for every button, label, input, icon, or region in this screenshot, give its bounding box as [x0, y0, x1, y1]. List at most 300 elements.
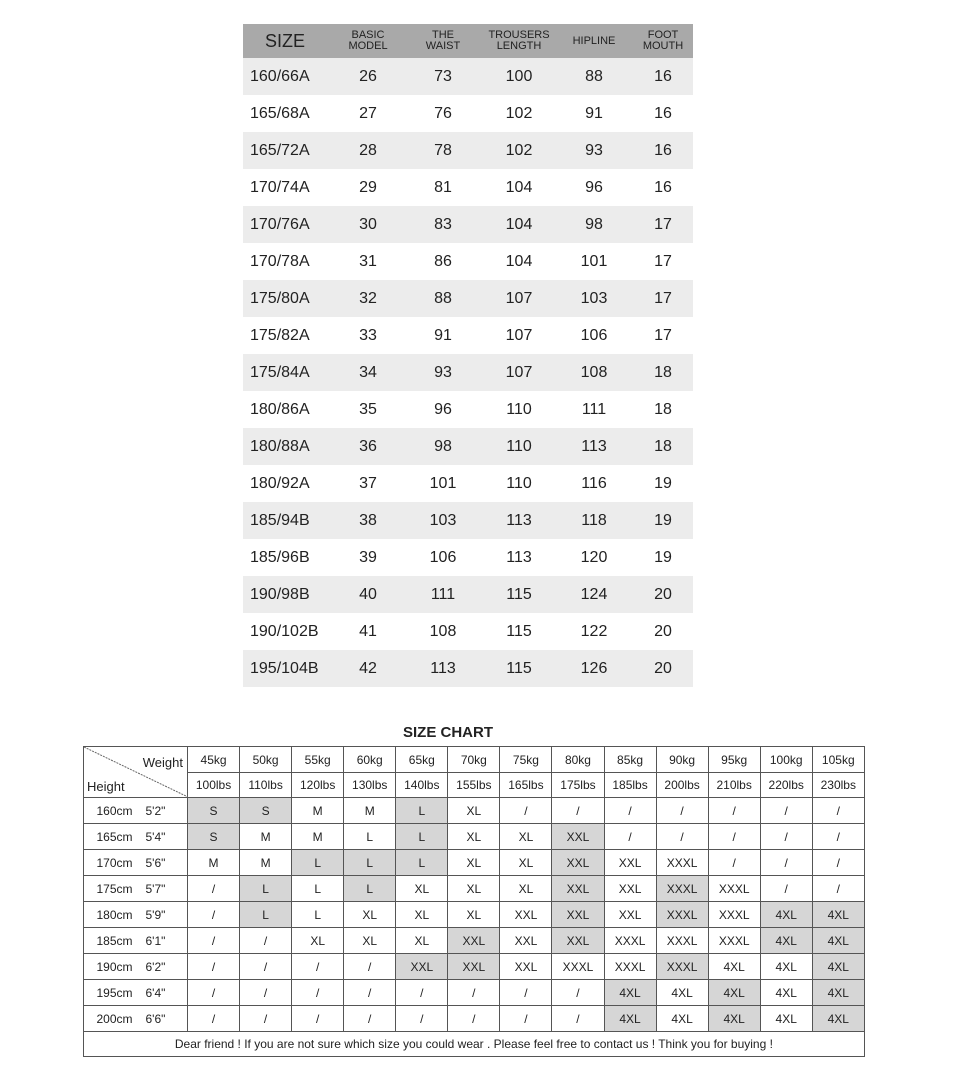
size-chart-cell: / [708, 798, 760, 824]
size-table-cell: 103 [555, 280, 633, 317]
size-table-row [243, 206, 693, 243]
size-table-cell: 16 [633, 58, 693, 95]
size-chart-title: SIZE CHART [403, 724, 493, 741]
size-chart-cell: / [604, 824, 656, 850]
size-table-cell: 175/84A [243, 354, 333, 391]
weight-lbs-cell: 120lbs [292, 773, 344, 798]
size-table-cell: 111 [555, 391, 633, 428]
size-table-cell: 42 [333, 650, 403, 687]
height-cm-cell: 180cm [84, 902, 136, 928]
weight-lbs-cell: 210lbs [708, 773, 760, 798]
size-table-cell: 108 [555, 354, 633, 391]
size-table-cell: 41 [333, 613, 403, 650]
size-table-cell: 100 [483, 58, 555, 95]
size-table-cell: 73 [403, 58, 483, 95]
size-table-cell: 18 [633, 428, 693, 465]
size-table-header [243, 24, 693, 58]
size-table-cell: 96 [403, 391, 483, 428]
size-chart-cell: / [292, 954, 344, 980]
size-chart-cell: XXXL [552, 954, 604, 980]
size-table-cell: 180/88A [243, 428, 333, 465]
size-table-cell: 190/102B [243, 613, 333, 650]
size-table-cell: 107 [483, 354, 555, 391]
weight-lbs-cell: 220lbs [760, 773, 812, 798]
size-chart-row [84, 850, 865, 876]
size-chart-row [84, 980, 865, 1006]
height-ft-cell: 6'2" [136, 954, 188, 980]
size-chart-row [84, 798, 865, 824]
size-chart-cell: / [656, 798, 708, 824]
size-chart-cell: / [344, 980, 396, 1006]
size-chart-row [84, 902, 865, 928]
size-table-cell: 88 [555, 58, 633, 95]
size-chart-cell: / [552, 1006, 604, 1032]
size-table-cell: 113 [483, 502, 555, 539]
weight-kg-cell: 65kg [396, 747, 448, 773]
size-chart-cell: / [812, 876, 864, 902]
size-chart-cell: XXL [552, 902, 604, 928]
size-table-cell: 165/72A [243, 132, 333, 169]
size-table-row [243, 613, 693, 650]
size-table-cell: 19 [633, 502, 693, 539]
size-table-cell: 31 [333, 243, 403, 280]
size-chart-cell: 4XL [656, 980, 708, 1006]
size-table-cell: 111 [403, 576, 483, 613]
size-table-cell: 98 [403, 428, 483, 465]
size-table-row [243, 280, 693, 317]
size-chart-cell: L [396, 850, 448, 876]
size-chart-cell: XL [500, 824, 552, 850]
size-chart-cell: / [292, 980, 344, 1006]
size-chart-cell: / [500, 980, 552, 1006]
size-table-cell: 86 [403, 243, 483, 280]
size-chart-cell: M [188, 850, 240, 876]
size-table-cell: 16 [633, 132, 693, 169]
size-chart-cell: XXL [604, 876, 656, 902]
weight-lbs-cell: 140lbs [396, 773, 448, 798]
size-chart-cell: L [292, 876, 344, 902]
size-table-cell: 106 [555, 317, 633, 354]
size-chart-cell: XXL [552, 876, 604, 902]
weight-lbs-cell: 100lbs [188, 773, 240, 798]
weight-lbs-cell: 130lbs [344, 773, 396, 798]
size-table-cell: 180/92A [243, 465, 333, 502]
size-table-cell: 115 [483, 576, 555, 613]
size-chart-cell: 4XL [812, 1006, 864, 1032]
size-table-cell: 102 [483, 132, 555, 169]
size-table-cell: 116 [555, 465, 633, 502]
weight-kg-cell: 90kg [656, 747, 708, 773]
size-chart-cell: / [188, 928, 240, 954]
size-chart-cell: XL [448, 824, 500, 850]
size-table-header-cell: TROUSERS LENGTH [483, 24, 555, 58]
size-table-cell: 170/74A [243, 169, 333, 206]
size-chart-cell: / [188, 980, 240, 1006]
size-table-cell: 113 [403, 650, 483, 687]
size-chart-cell: / [604, 798, 656, 824]
size-chart-cell: XXL [396, 954, 448, 980]
size-chart-cell: XXXL [656, 954, 708, 980]
size-chart-cell: XXXL [604, 954, 656, 980]
size-table-cell: 96 [555, 169, 633, 206]
size-chart-cell: 4XL [812, 980, 864, 1006]
size-chart-cell: / [344, 954, 396, 980]
size-table-cell: 29 [333, 169, 403, 206]
size-chart-cell: 4XL [708, 1006, 760, 1032]
size-table-cell: 115 [483, 650, 555, 687]
size-table-cell: 27 [333, 95, 403, 132]
size-chart-cell: XL [500, 876, 552, 902]
size-table-cell: 28 [333, 132, 403, 169]
size-chart-cell: 4XL [604, 980, 656, 1006]
size-table-cell: 33 [333, 317, 403, 354]
size-table-cell: 26 [333, 58, 403, 95]
size-chart-cell: XXXL [656, 876, 708, 902]
size-table-cell: 102 [483, 95, 555, 132]
size-chart-cell: 4XL [760, 980, 812, 1006]
weight-kg-cell: 55kg [292, 747, 344, 773]
weight-kg-cell: 105kg [812, 747, 864, 773]
weight-kg-cell: 60kg [344, 747, 396, 773]
size-table-cell: 93 [555, 132, 633, 169]
size-chart-cell: / [396, 980, 448, 1006]
weight-kg-cell: 50kg [240, 747, 292, 773]
height-ft-cell: 5'9" [136, 902, 188, 928]
size-chart-body [84, 747, 865, 1057]
size-table-row [243, 95, 693, 132]
weight-kg-cell: 85kg [604, 747, 656, 773]
height-cm-cell: 200cm [84, 1006, 136, 1032]
weight-kg-cell: 95kg [708, 747, 760, 773]
size-chart-cell: XL [396, 928, 448, 954]
size-chart-cell: XXXL [656, 928, 708, 954]
size-table-cell: 165/68A [243, 95, 333, 132]
size-table-row [243, 465, 693, 502]
size-chart-cell: S [188, 798, 240, 824]
size-table-row [243, 539, 693, 576]
size-chart-cell: / [448, 1006, 500, 1032]
size-chart-cell: M [240, 824, 292, 850]
size-chart-cell: 4XL [812, 954, 864, 980]
size-chart-cell: 4XL [760, 954, 812, 980]
size-chart-cell: XL [500, 850, 552, 876]
size-table-cell: 30 [333, 206, 403, 243]
size-chart-cell: S [188, 824, 240, 850]
size-chart-cell: / [448, 980, 500, 1006]
size-table-cell: 101 [555, 243, 633, 280]
size-table-cell: 110 [483, 465, 555, 502]
size-table-cell: 108 [403, 613, 483, 650]
height-cm-cell: 185cm [84, 928, 136, 954]
size-table-cell: 126 [555, 650, 633, 687]
height-cm-cell: 175cm [84, 876, 136, 902]
size-chart-cell: L [292, 902, 344, 928]
size-chart-cell: / [656, 824, 708, 850]
size-chart-cell: / [240, 928, 292, 954]
size-chart-cell: XL [448, 798, 500, 824]
weight-lbs-cell: 230lbs [812, 773, 864, 798]
size-table-cell: 93 [403, 354, 483, 391]
size-chart-cell: L [292, 850, 344, 876]
size-chart-cell: XL [396, 902, 448, 928]
weight-kg-cell: 70kg [448, 747, 500, 773]
size-table-cell: 175/82A [243, 317, 333, 354]
size-table-cell: 32 [333, 280, 403, 317]
weight-kg-cell: 100kg [760, 747, 812, 773]
size-table-row [243, 243, 693, 280]
size-table-row [243, 354, 693, 391]
size-chart-cell: 4XL [760, 1006, 812, 1032]
size-table-cell: 160/66A [243, 58, 333, 95]
size-table-cell: 170/78A [243, 243, 333, 280]
size-table-header-cell: HIPLINE [555, 24, 633, 58]
size-table-row [243, 391, 693, 428]
height-ft-cell: 5'2" [136, 798, 188, 824]
size-chart-cell: / [760, 876, 812, 902]
size-chart-cell: XXL [500, 928, 552, 954]
chart-corner-cell [84, 747, 188, 798]
size-table-cell: 78 [403, 132, 483, 169]
weight-lbs-cell: 175lbs [552, 773, 604, 798]
height-cm-cell: 195cm [84, 980, 136, 1006]
size-table-row [243, 502, 693, 539]
size-table-cell: 16 [633, 95, 693, 132]
size-chart-cell: / [760, 824, 812, 850]
size-table-cell: 195/104B [243, 650, 333, 687]
size-table-row [243, 317, 693, 354]
size-chart-cell: / [760, 850, 812, 876]
size-table-cell: 104 [483, 206, 555, 243]
size-table-cell: 20 [633, 613, 693, 650]
size-table-cell: 17 [633, 206, 693, 243]
size-chart-cell: XXL [552, 824, 604, 850]
size-chart-cell: / [708, 850, 760, 876]
size-chart-cell: XXXL [656, 902, 708, 928]
size-table-header-cell: SIZE [243, 24, 333, 58]
size-chart-cell: XXL [552, 928, 604, 954]
size-table-cell: 103 [403, 502, 483, 539]
size-chart-cell: XXXL [708, 902, 760, 928]
height-cm-cell: 160cm [84, 798, 136, 824]
size-chart-cell: XXL [500, 954, 552, 980]
size-table-cell: 19 [633, 465, 693, 502]
weight-lbs-cell: 155lbs [448, 773, 500, 798]
size-table-cell: 170/76A [243, 206, 333, 243]
size-table-row [243, 428, 693, 465]
size-chart-cell: XXXL [708, 928, 760, 954]
size-table-cell: 20 [633, 650, 693, 687]
size-table-cell: 17 [633, 243, 693, 280]
size-table-cell: 190/98B [243, 576, 333, 613]
size-chart-cell: XXL [448, 928, 500, 954]
size-chart-cell: / [500, 798, 552, 824]
size-chart-cell: / [812, 850, 864, 876]
size-table-cell: 18 [633, 391, 693, 428]
size-chart-cell: XL [448, 876, 500, 902]
weight-kg-row [84, 747, 865, 773]
size-table-cell: 110 [483, 428, 555, 465]
height-ft-cell: 5'7" [136, 876, 188, 902]
weight-lbs-cell: 165lbs [500, 773, 552, 798]
size-table-cell: 107 [483, 280, 555, 317]
size-table-cell: 16 [633, 169, 693, 206]
size-chart-cell: L [240, 876, 292, 902]
size-table-cell: 83 [403, 206, 483, 243]
size-chart-footer-row [84, 1032, 865, 1057]
size-table-row [243, 169, 693, 206]
size-table-cell: 88 [403, 280, 483, 317]
size-chart-cell: / [188, 1006, 240, 1032]
size-table-cell: 20 [633, 576, 693, 613]
size-chart-cell: 4XL [604, 1006, 656, 1032]
size-chart-cell: L [396, 824, 448, 850]
size-chart-cell: XXXL [604, 928, 656, 954]
size-chart-cell: / [344, 1006, 396, 1032]
size-table-cell: 106 [403, 539, 483, 576]
size-chart-cell: / [188, 902, 240, 928]
size-table-cell: 180/86A [243, 391, 333, 428]
size-table-cell: 104 [483, 243, 555, 280]
size-table-row [243, 576, 693, 613]
size-chart-cell: XXL [604, 902, 656, 928]
size-chart-cell: XL [292, 928, 344, 954]
weight-lbs-cell: 200lbs [656, 773, 708, 798]
size-table-cell: 34 [333, 354, 403, 391]
size-chart-cell: XXXL [708, 876, 760, 902]
size-chart-cell: 4XL [708, 954, 760, 980]
size-chart-cell: L [396, 798, 448, 824]
size-chart-table [83, 746, 865, 1057]
size-chart-cell: M [292, 798, 344, 824]
size-chart-cell: L [240, 902, 292, 928]
size-chart-row [84, 928, 865, 954]
size-table-cell: 185/96B [243, 539, 333, 576]
size-chart-cell: S [240, 798, 292, 824]
size-table-cell: 107 [483, 317, 555, 354]
size-table-cell: 113 [483, 539, 555, 576]
height-ft-cell: 6'1" [136, 928, 188, 954]
size-table-cell: 91 [555, 95, 633, 132]
trousers-size-table [243, 24, 693, 687]
size-chart-cell: XXL [500, 902, 552, 928]
size-chart-row [84, 1006, 865, 1032]
size-chart-cell: 4XL [708, 980, 760, 1006]
size-table-cell: 98 [555, 206, 633, 243]
size-chart-cell: / [708, 824, 760, 850]
size-chart-footer-note: Dear friend ! If you are not sure which size you could wear . Please feel free to contact us ! Think you for buying ! [84, 1032, 865, 1057]
size-table-cell: 36 [333, 428, 403, 465]
weight-lbs-cell: 110lbs [240, 773, 292, 798]
height-cm-cell: 170cm [84, 850, 136, 876]
size-chart-cell: / [812, 824, 864, 850]
size-chart-cell: XL [448, 902, 500, 928]
size-chart-cell: XXL [448, 954, 500, 980]
size-table-cell: 40 [333, 576, 403, 613]
size-chart-cell: M [240, 850, 292, 876]
size-table-cell: 37 [333, 465, 403, 502]
size-chart-cell: 4XL [812, 928, 864, 954]
size-chart-cell: / [240, 954, 292, 980]
size-table-cell: 175/80A [243, 280, 333, 317]
size-chart-cell: / [500, 1006, 552, 1032]
weight-kg-cell: 45kg [188, 747, 240, 773]
size-table-cell: 118 [555, 502, 633, 539]
size-table-cell: 122 [555, 613, 633, 650]
size-chart-cell: / [292, 1006, 344, 1032]
size-table-cell: 185/94B [243, 502, 333, 539]
weight-kg-cell: 80kg [552, 747, 604, 773]
size-table-cell: 120 [555, 539, 633, 576]
size-chart-cell: L [344, 850, 396, 876]
size-chart-row [84, 824, 865, 850]
size-chart-cell: / [760, 798, 812, 824]
size-chart-cell: XL [396, 876, 448, 902]
height-ft-cell: 5'4" [136, 824, 188, 850]
weight-lbs-cell: 185lbs [604, 773, 656, 798]
size-table-header-cell: THE WAIST [403, 24, 483, 58]
size-chart-cell: 4XL [760, 928, 812, 954]
size-table-cell: 18 [633, 354, 693, 391]
size-chart-cell: 4XL [812, 902, 864, 928]
size-table-cell: 91 [403, 317, 483, 354]
size-table-cell: 17 [633, 317, 693, 354]
size-chart-cell: XXL [552, 850, 604, 876]
size-table-header-cell: BASIC MODEL [333, 24, 403, 58]
size-chart-cell: XXXL [656, 850, 708, 876]
size-table-cell: 76 [403, 95, 483, 132]
size-chart-cell: / [188, 954, 240, 980]
size-table-cell: 38 [333, 502, 403, 539]
size-table-header-cell: FOOT MOUTH [633, 24, 693, 58]
height-ft-cell: 6'6" [136, 1006, 188, 1032]
size-chart-cell: L [344, 824, 396, 850]
size-table-cell: 35 [333, 391, 403, 428]
size-chart-cell: M [344, 798, 396, 824]
size-chart-cell: XL [448, 850, 500, 876]
size-chart-row [84, 876, 865, 902]
size-chart-cell: 4XL [656, 1006, 708, 1032]
size-chart-cell: L [344, 876, 396, 902]
size-table-row [243, 650, 693, 687]
size-chart-cell: / [396, 1006, 448, 1032]
size-table-cell: 110 [483, 391, 555, 428]
size-chart-cell: / [188, 876, 240, 902]
size-table-row [243, 132, 693, 169]
size-table-cell: 19 [633, 539, 693, 576]
size-chart-cell: XXL [604, 850, 656, 876]
size-chart-cell: XL [344, 928, 396, 954]
size-chart-cell: / [552, 980, 604, 1006]
size-table-cell: 17 [633, 280, 693, 317]
size-table-cell: 104 [483, 169, 555, 206]
height-ft-cell: 6'4" [136, 980, 188, 1006]
size-chart-cell: / [240, 1006, 292, 1032]
size-table-cell: 124 [555, 576, 633, 613]
size-table-body [243, 58, 693, 687]
size-table-cell: 81 [403, 169, 483, 206]
size-chart-cell: / [812, 798, 864, 824]
size-table-cell: 101 [403, 465, 483, 502]
height-cm-cell: 190cm [84, 954, 136, 980]
size-table-cell: 39 [333, 539, 403, 576]
size-chart-cell: M [292, 824, 344, 850]
height-cm-cell: 165cm [84, 824, 136, 850]
size-chart-cell: 4XL [760, 902, 812, 928]
size-chart-row [84, 954, 865, 980]
weight-axis-label: Weight [142, 755, 183, 770]
size-chart-cell: / [240, 980, 292, 1006]
size-table-cell: 113 [555, 428, 633, 465]
